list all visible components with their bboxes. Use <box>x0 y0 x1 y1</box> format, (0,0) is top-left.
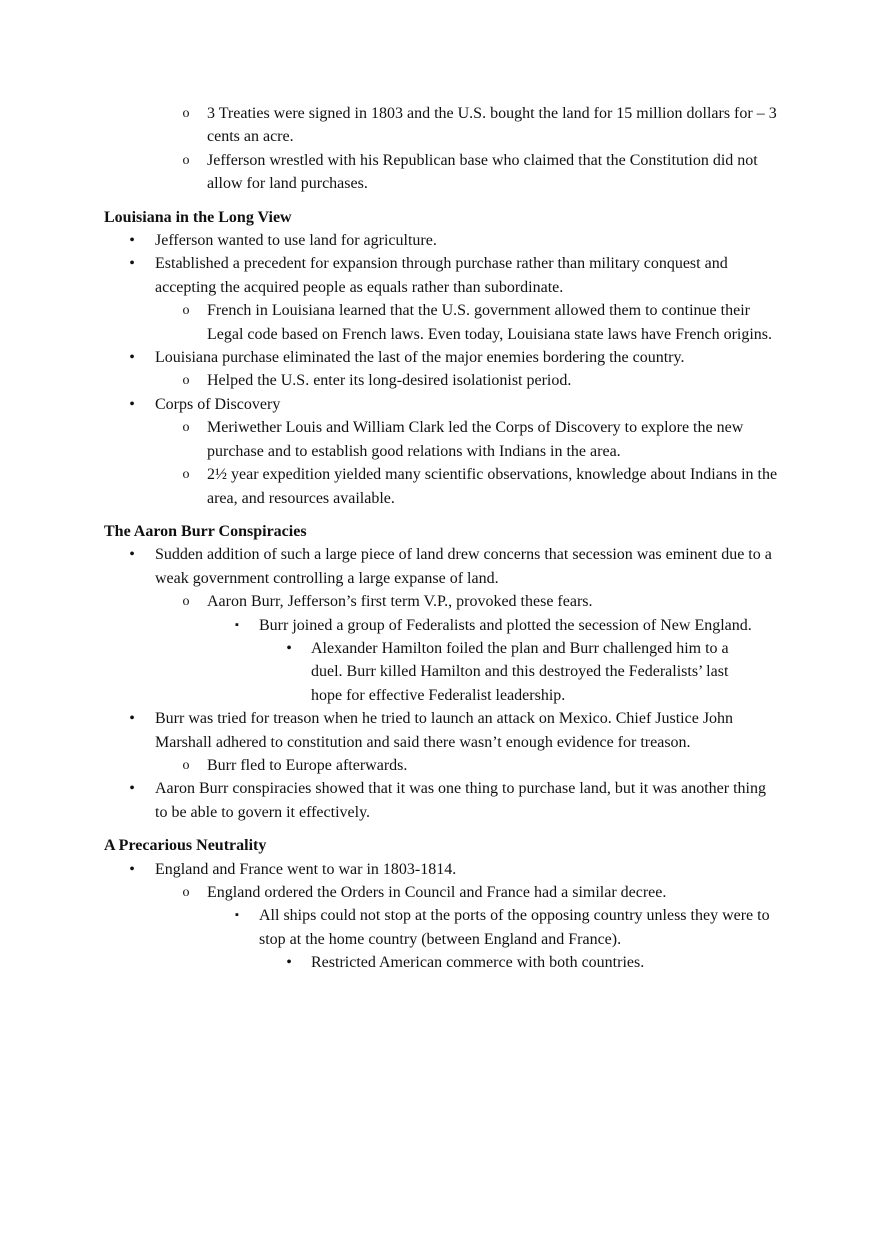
list-item <box>0 229 880 252</box>
circle-bullet-icon: o <box>182 885 190 900</box>
circle-bullet-icon: o <box>182 303 190 319</box>
circle-bullet-icon: o <box>182 420 190 436</box>
list-item-text: 3 Treaties were signed in 1803 and the U.S. bought the land for 15 million dollars for – 3 cents an acre. <box>207 105 777 146</box>
list-item-text: England and France went to war in 1803-1814. <box>155 860 457 878</box>
bullet-icon: • <box>129 710 135 728</box>
square-bullet-icon: ▪ <box>235 909 239 922</box>
list-item-text: French in Louisiana learned that the U.S. government allowed them to continue their Legal code based on French laws. Even today, Louisiana state laws have French origins. <box>207 302 773 343</box>
bullet-icon: • <box>129 780 135 798</box>
list-item-text: Established a precedent for expansion through purchase rather than military conquest and accepting the acquired people as equals rather than subordinate. <box>155 255 728 296</box>
list-item <box>0 543 880 590</box>
list-item-text: Meriwether Louis and William Clark led the Corps of Discovery to explore the new purchase and to establish good relations with Indians in the area. <box>207 419 744 460</box>
list-item <box>0 149 880 196</box>
louisiana-section <box>0 206 880 510</box>
circle-bullet-icon: o <box>182 152 190 168</box>
list-item <box>0 416 880 463</box>
list-item-text: Aaron Burr, Jefferson’s first term V.P., provoked these fears. <box>207 593 593 611</box>
list-item <box>0 252 880 299</box>
burr-section <box>0 520 880 824</box>
bullet-icon: • <box>129 546 135 564</box>
list-item <box>0 707 880 754</box>
list-item-text: Burr fled to Europe afterwards. <box>207 756 408 774</box>
intro-section <box>0 0 880 196</box>
bullet-icon: • <box>286 954 292 972</box>
neutrality-section <box>0 834 880 974</box>
list-item <box>0 777 880 824</box>
list-item-text: Restricted American commerce with both countries. <box>311 954 645 972</box>
bullet-icon: • <box>129 349 135 367</box>
list-item <box>0 614 880 637</box>
section-heading: Louisiana in the Long View <box>104 208 292 226</box>
list-item-text: Sudden addition of such a large piece of land drew concerns that secession was eminent due to a weak government controlling a large expanse of land. <box>155 546 772 587</box>
list-item-text: Burr joined a group of Federalists and plotted the secession of New England. <box>259 616 752 634</box>
list-item <box>0 590 880 613</box>
list-item <box>0 369 880 392</box>
square-bullet-icon: ▪ <box>235 618 239 631</box>
list-item-text: Helped the U.S. enter its long-desired isolationist period. <box>207 372 572 390</box>
list-item-text: Corps of Discovery <box>155 395 281 413</box>
list-item <box>0 951 880 974</box>
circle-bullet-icon: o <box>182 467 190 483</box>
circle-bullet-icon: o <box>182 106 190 121</box>
list-item <box>0 393 880 416</box>
bullet-icon: • <box>129 232 135 250</box>
bullet-icon: • <box>286 639 292 657</box>
list-item <box>0 858 880 881</box>
list-item-text: All ships could not stop at the ports of the opposing country unless they were to stop at the home country (between England and France). <box>259 907 770 948</box>
list-item-text: Jefferson wanted to use land for agriculture. <box>155 232 437 250</box>
circle-bullet-icon: o <box>182 594 190 610</box>
list-item <box>0 637 880 707</box>
list-item <box>0 299 880 346</box>
list-item-text: Aaron Burr conspiracies showed that it was one thing to purchase land, but it was another thing to be able to govern it effectively. <box>155 780 766 821</box>
list-item-text: Burr was tried for treason when he tried to launch an attack on Mexico. Chief Justice John Marshall adhered to constitution and said there wasn’t enough evidence for treason. <box>155 710 734 751</box>
bullet-icon: • <box>129 395 135 413</box>
bullet-icon: • <box>129 255 135 273</box>
list-item <box>0 102 880 149</box>
list-item <box>0 346 880 369</box>
section-heading: A Precarious Neutrality <box>104 837 267 855</box>
list-item-text: 2½ year expedition yielded many scientific observations, knowledge about Indians in the area, and resources available. <box>207 466 778 507</box>
section-heading: The Aaron Burr Conspiracies <box>104 522 307 540</box>
list-item <box>0 881 880 904</box>
list-item <box>0 904 880 951</box>
circle-bullet-icon: o <box>182 757 190 773</box>
list-item <box>0 754 880 777</box>
list-item <box>0 463 880 510</box>
bullet-icon: • <box>129 860 135 878</box>
list-item-text: Alexander Hamilton foiled the plan and Burr challenged him to a duel. Burr killed Hamilton and this destroyed the Federalists’ last hope for effective Federalist leadership. <box>311 639 729 704</box>
list-item-text: Louisiana purchase eliminated the last of the major enemies bordering the country. <box>155 349 685 367</box>
list-item-text: Jefferson wrestled with his Republican base who claimed that the Constitution did not allow for land purchases. <box>207 151 758 193</box>
list-item-text: England ordered the Orders in Council and France had a similar decree. <box>207 884 667 901</box>
circle-bullet-icon: o <box>182 373 190 389</box>
